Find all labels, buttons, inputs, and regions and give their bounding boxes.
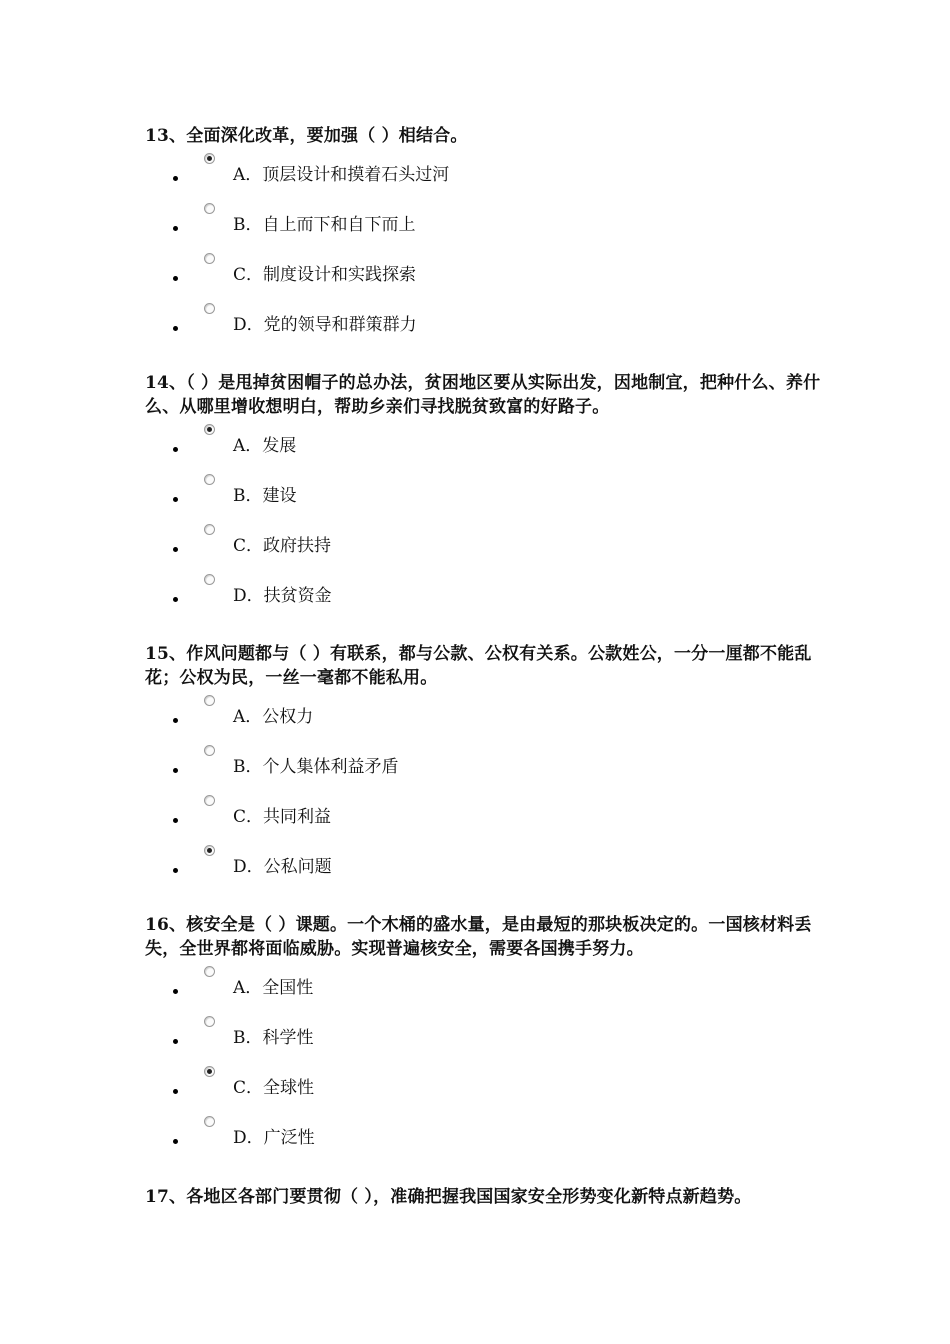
option-a[interactable]: [145, 154, 825, 204]
question-14: [145, 371, 825, 625]
radio-button[interactable]: [204, 203, 215, 214]
question-17: [145, 1185, 825, 1209]
option-a[interactable]: [145, 967, 825, 1017]
option-label: B．建设: [233, 486, 297, 506]
option-b[interactable]: [145, 475, 825, 525]
option-label: B．个人集体利益矛盾: [233, 757, 399, 777]
option-label: C．共同利益: [233, 807, 332, 827]
radio-button[interactable]: [204, 1066, 215, 1077]
bullet-icon: [173, 1039, 178, 1044]
radio-button[interactable]: [204, 1116, 215, 1127]
bullet-icon: [173, 818, 178, 823]
option-c[interactable]: [145, 1067, 825, 1117]
option-list: [145, 425, 825, 625]
radio-button[interactable]: [204, 524, 215, 535]
bullet-icon: [173, 497, 178, 502]
option-list: [145, 696, 825, 896]
option-label: B．自上而下和自下而上: [233, 215, 416, 235]
option-b[interactable]: [145, 746, 825, 796]
option-b[interactable]: [145, 1017, 825, 1067]
radio-button[interactable]: [204, 253, 215, 264]
option-label: A．顶层设计和摸着石头过河: [233, 165, 450, 185]
option-label: D．广泛性: [233, 1128, 315, 1148]
option-label: A．公权力: [233, 707, 314, 727]
option-label: C．制度设计和实践探索: [233, 265, 417, 285]
bullet-icon: [173, 547, 178, 552]
radio-button[interactable]: [204, 153, 215, 164]
question-text: 14、（ ）是甩掉贫困帽子的总办法，贫困地区要从实际出发，因地制宜，把种什么、养什么、从哪里增收想明白，帮助乡亲们寻找脱贫致富的好路子。: [145, 373, 821, 417]
radio-button[interactable]: [204, 695, 215, 706]
option-list: [145, 967, 825, 1167]
option-c[interactable]: [145, 796, 825, 846]
option-label: A．发展: [233, 436, 297, 456]
question-text: 15、作风问题都与（ ）有联系，都与公款、公权有关系。公款姓公，一分一厘都不能乱花；公权为民，一丝一毫都不能私用。: [145, 644, 812, 688]
radio-button[interactable]: [204, 845, 215, 856]
bullet-icon: [173, 326, 178, 331]
question-text: 16、核安全是（ ）课题。一个木桶的盛水量，是由最短的那块板决定的。一国核材料丢失，全世界都将面临威胁。实现普遍核安全，需要各国携手努力。: [145, 915, 812, 959]
bullet-icon: [173, 226, 178, 231]
radio-button[interactable]: [204, 1016, 215, 1027]
option-c[interactable]: [145, 525, 825, 575]
option-label: D．公私问题: [233, 857, 332, 877]
option-c[interactable]: [145, 254, 825, 304]
bullet-icon: [173, 989, 178, 994]
bullet-icon: [173, 868, 178, 873]
option-label: C．政府扶持: [233, 536, 332, 556]
option-d[interactable]: [145, 1117, 825, 1167]
option-d[interactable]: [145, 575, 825, 625]
bullet-icon: [173, 768, 178, 773]
question-text: 13、全面深化改革，要加强（ ）相结合。: [145, 126, 468, 146]
radio-button[interactable]: [204, 795, 215, 806]
radio-button[interactable]: [204, 966, 215, 977]
option-b[interactable]: [145, 204, 825, 254]
option-label: D．扶贫资金: [233, 586, 332, 606]
option-a[interactable]: [145, 425, 825, 475]
question-15: [145, 642, 825, 896]
option-d[interactable]: [145, 846, 825, 896]
radio-button[interactable]: [204, 574, 215, 585]
option-d[interactable]: [145, 304, 825, 354]
bullet-icon: [173, 276, 178, 281]
radio-button[interactable]: [204, 424, 215, 435]
option-list: [145, 154, 825, 354]
bullet-icon: [173, 447, 178, 452]
option-a[interactable]: [145, 696, 825, 746]
option-label: A．全国性: [233, 978, 314, 998]
radio-button[interactable]: [204, 745, 215, 756]
bullet-icon: [173, 1089, 178, 1094]
radio-button[interactable]: [204, 303, 215, 314]
question-16: [145, 913, 825, 1167]
option-label: D．党的领导和群策群力: [233, 315, 417, 335]
option-label: B．科学性: [233, 1028, 314, 1048]
bullet-icon: [173, 176, 178, 181]
option-label: C．全球性: [233, 1078, 315, 1098]
question-13: [145, 124, 825, 354]
radio-button[interactable]: [204, 474, 215, 485]
bullet-icon: [173, 1139, 178, 1144]
bullet-icon: [173, 597, 178, 602]
question-text: 17、各地区各部门要贯彻（ ），准确把握我国国家安全形势变化新特点新趋势。: [145, 1187, 752, 1207]
bullet-icon: [173, 718, 178, 723]
